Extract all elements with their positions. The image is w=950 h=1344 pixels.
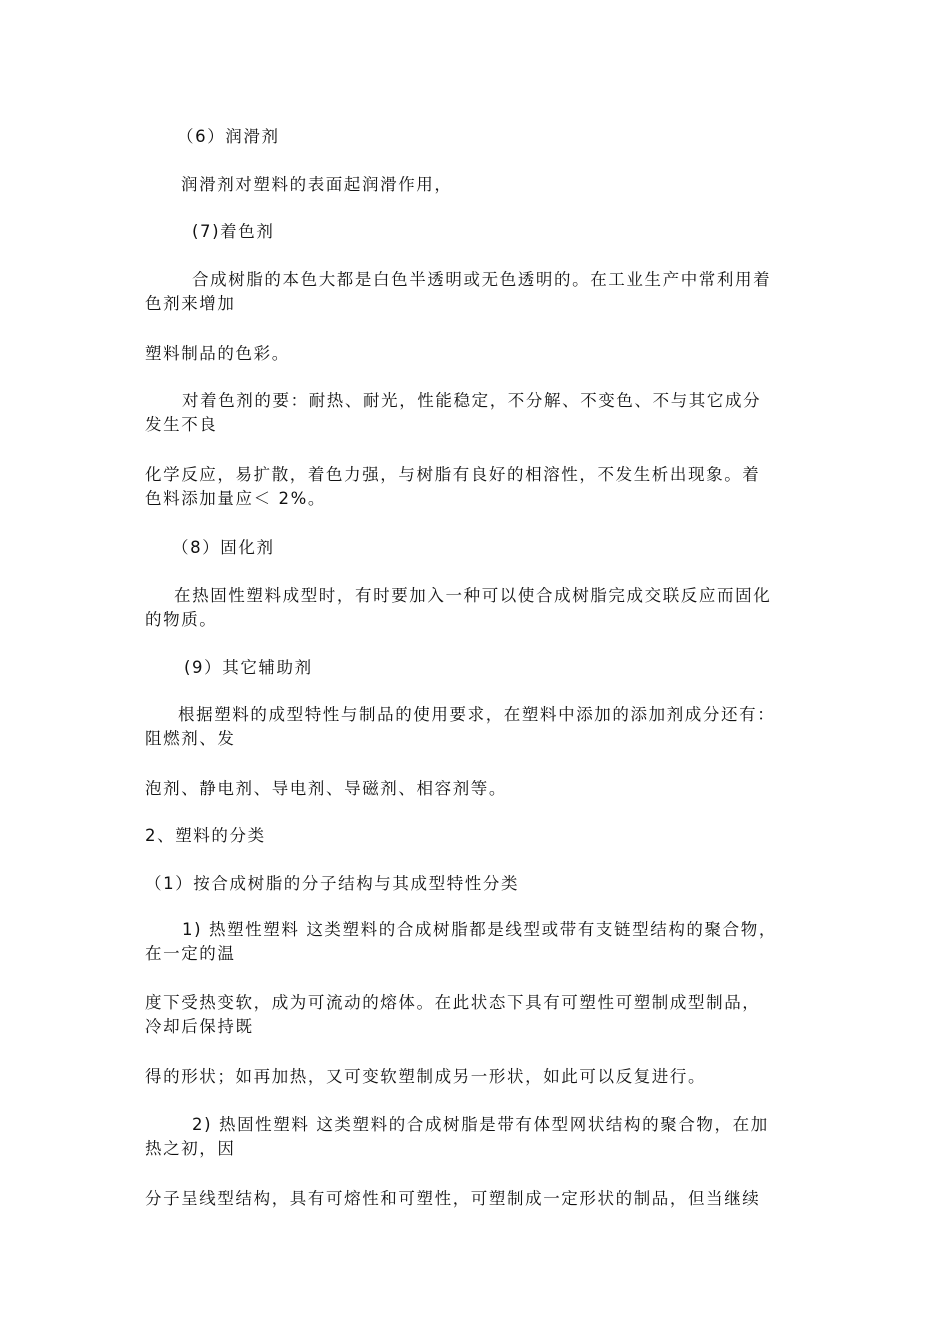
- paragraph-line: 润滑剂对塑料的表面起润滑作用，: [181, 175, 453, 194]
- heading-lubricant: （6）润滑剂: [177, 127, 280, 146]
- paragraph-line: 发生不良: [145, 415, 218, 434]
- paragraph-line: 热之初，因: [145, 1139, 236, 1158]
- paragraph-line: 塑料制品的色彩。: [145, 344, 290, 363]
- paragraph-line: 根据塑料的成型特性与制品的使用要求，在塑料中添加的添加剂成分还有：: [178, 705, 776, 724]
- heading-plastic-classification: 2、塑料的分类: [145, 826, 266, 845]
- paragraph-line: 1) 热塑性塑料 这类塑料的合成树脂都是线型或带有支链型结构的聚合物，: [182, 920, 777, 939]
- paragraph-line: 化学反应，易扩散，着色力强，与树脂有良好的相溶性，不发生析出现象。着: [145, 465, 761, 484]
- paragraph-line: 合成树脂的本色大都是白色半透明或无色透明的。在工业生产中常利用着: [192, 270, 772, 289]
- paragraph-line: 泡剂、静电剂、导电剂、导磁剂、相容剂等。: [145, 779, 507, 798]
- heading-curing-agent: （8）固化剂: [172, 538, 275, 557]
- paragraph-line: 色料添加量应＜ 2%。: [145, 489, 327, 508]
- heading-colorant: (7)着色剂: [192, 222, 275, 241]
- paragraph-line: 在热固性塑料成型时，有时要加入一种可以使合成树脂完成交联反应而固化: [174, 586, 772, 605]
- paragraph-line: 度下受热变软，成为可流动的熔体。在此状态下具有可塑性可塑制成型制品，: [145, 993, 761, 1012]
- paragraph-line: 色剂来增加: [145, 294, 236, 313]
- paragraph-line: 的物质。: [145, 610, 218, 629]
- heading-classification-by-structure: （1）按合成树脂的分子结构与其成型特性分类: [145, 874, 520, 893]
- paragraph-line: 分子呈线型结构，具有可熔性和可塑性，可塑制成一定形状的制品，但当继续: [145, 1189, 761, 1208]
- paragraph-line: 对着色剂的要：耐热、耐光，性能稳定，不分解、不变色、不与其它成分: [182, 391, 762, 410]
- heading-other-additives: (9）其它辅助剂: [184, 658, 313, 677]
- paragraph-line: 在一定的温: [145, 944, 236, 963]
- paragraph-line: 得的形状；如再加热，又可变软塑制成另一形状，如此可以反复进行。: [145, 1067, 707, 1086]
- paragraph-line: 2) 热固性塑料 这类塑料的合成树脂是带有体型网状结构的聚合物，在加: [192, 1115, 769, 1134]
- paragraph-line: 冷却后保持既: [145, 1017, 254, 1036]
- paragraph-line: 阻燃剂、发: [145, 729, 236, 748]
